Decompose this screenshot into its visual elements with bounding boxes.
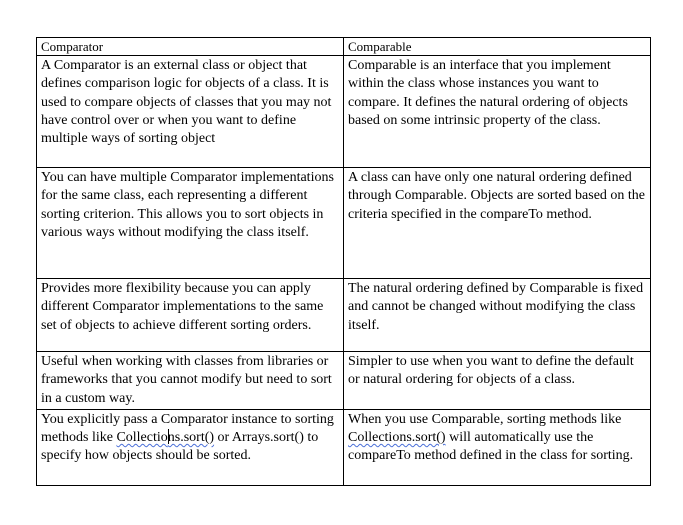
cell-text [348, 411, 646, 466]
cell-text: A Comparator is an external class or object that defines comparison logic for objects of a class. It is used to compare objects of classes that you may not have control over or when you want to define multiple ways of sorting object [41, 58, 332, 147]
cell-text: Simpler to use when you want to define the default or natural ordering for objects of a class. [348, 354, 634, 388]
table-row [37, 168, 651, 279]
text-segment: You explicitly pass a Comparator instance to sorting methods like [41, 411, 334, 446]
cell-text: A class can have only one natural ordering defined through Comparable. Objects are sorted based on the criteria specified in the compareTo method. [348, 170, 646, 222]
cell-comparator-usefulness [37, 352, 344, 410]
header-comparator: Comparator [37, 38, 344, 56]
cell-comparator-multiple [37, 168, 344, 279]
cell-comparable-definition [344, 56, 651, 168]
comparison-table [36, 37, 651, 486]
cell-text: You can have multiple Comparator implementations for the same class, each representing a different sorting criterion. This allows you to sort objects in various ways without modifying the class itself. [41, 170, 334, 240]
cell-comparable-usage [344, 409, 651, 485]
text-segment: Collectio [116, 430, 168, 446]
table-header-row [37, 38, 651, 56]
text-segment: When you use Comparable, sorting methods like [348, 411, 622, 427]
cell-text: Comparable is an interface that you implement within the class whose instances you want to compare. It defines the natural ordering of objects based on some intrinsic property of the class. [348, 58, 628, 128]
cell-text [41, 411, 339, 466]
cell-comparable-single [344, 168, 651, 279]
cell-comparable-fixed [344, 279, 651, 352]
cell-comparable-simplicity [344, 352, 651, 410]
cell-text: Provides more flexibility because you can apply different Comparator implementations to the same set of objects to achieve different sorting orders. [41, 281, 324, 333]
cell-comparator-usage[interactable] [37, 409, 344, 485]
cell-comparator-definition [37, 56, 344, 168]
spellcheck-underlined-text [116, 430, 214, 445]
table-row [37, 279, 651, 352]
text-segment: or Arrays.sort() to specify how objects should be sorted. [41, 430, 319, 464]
cell-text: The natural ordering defined by Comparable is fixed and cannot be changed without modifying the class itself. [348, 281, 644, 333]
text-segment: will automatically use the compareTo method defined in the class for sorting. [348, 430, 634, 464]
table-row [37, 56, 651, 168]
spellcheck-underlined-text: Collections.sort() [348, 430, 446, 446]
cell-comparator-flexibility [37, 279, 344, 352]
table-row [37, 352, 651, 410]
cell-text: Useful when working with classes from libraries or frameworks that you cannot modify but need to sort in a custom way. [41, 354, 332, 406]
table-row [37, 409, 651, 485]
header-comparable: Comparable [344, 38, 651, 56]
text-segment: ns.sort() [167, 430, 215, 446]
